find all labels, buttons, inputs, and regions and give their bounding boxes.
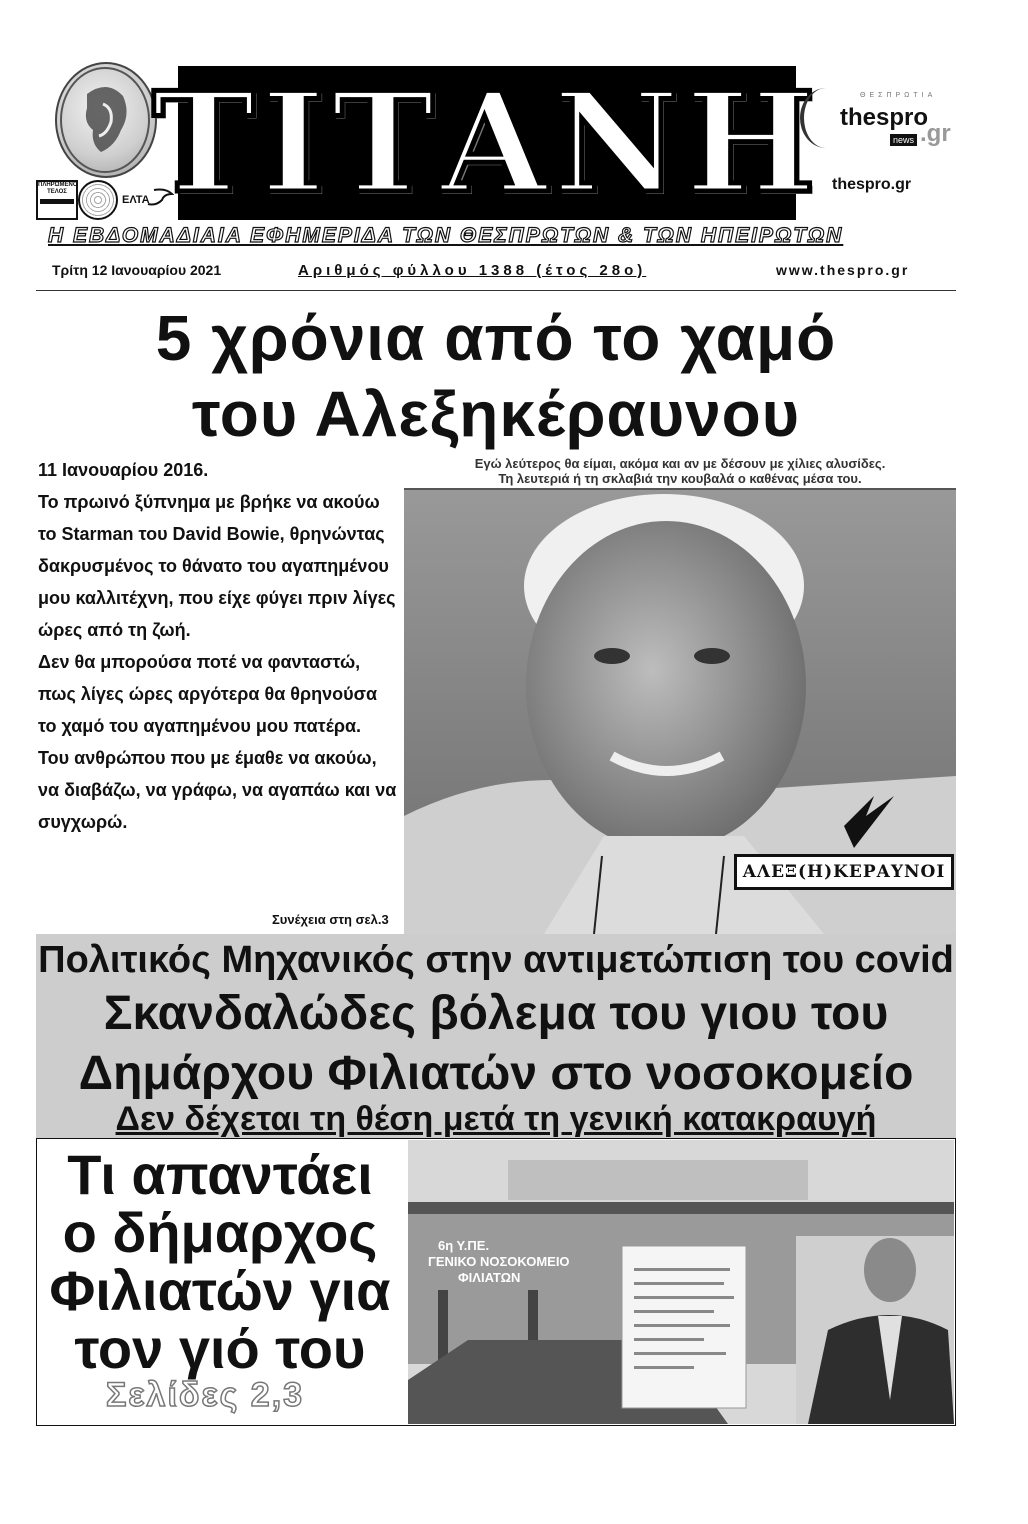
article-paragraph: Δεν θα μπορούσα ποτέ να φανταστώ, πως λίγες ώρες αργότερα θα θρηνούσα το χαμό του αγαπημένου μου πατέρα.: [38, 652, 378, 736]
issue-number: Αριθμός φύλλου 1388 (έτος 28ο): [298, 262, 647, 279]
partner-link[interactable]: thespro.gr: [832, 176, 912, 193]
tagline: Η ΕΒΔΟΜΑΔΙΑΙΑ ΕΦΗΜΕΡΙΔΑ ΤΩΝ ΘΕΣΠΡΩΤΩΝ & ΤΩΝ ΗΠΕΙΡΩΤΩΝ: [48, 224, 844, 247]
photo-quote: Εγώ λεύτερος θα είμαι, ακόμα και αν με δέσουν με χίλιες αλυσίδες. Τη λευτεριά ή τη σκλαβιά την κουβαλά ο καθένας μέσα του.: [404, 456, 956, 490]
lead-headline-line1: 5 χρόνια από το χαμό: [155, 302, 837, 374]
elta-logo: ΕΛΤΑ: [118, 186, 174, 216]
second-kicker: Πολιτικός Μηχανικός στην αντιμετώπιση του covid: [38, 939, 954, 981]
second-subhead: Δεν δέχεται τη θέση μετά τη γενική κατακραυγή: [115, 1100, 877, 1138]
coin-emblem: [55, 62, 157, 178]
article-paragraph: Το πρωινό ξύπνημα με βρήκε να ακούω το Starman του David Bowie, θρηνώντας δακρυσμένος το θάνατο του αγαπημένου μου καλλιτέχνη, που είχε φύγει πριν λίγες ώρες από τη ζωή.: [38, 492, 396, 640]
issue-date: Τρίτη 12 Ιανουαρίου 2021: [52, 262, 222, 278]
thespro-logo[interactable]: ΘΕΣΠΡΩΤΙΑ thespro .gr news: [800, 82, 952, 164]
hospital-sign-line3: ΦΙΛΙΑΤΩΝ: [458, 1270, 521, 1285]
lead-headline-line2: του Αλεξηκέραυνου: [192, 378, 800, 450]
newspaper-title: ΤΙΤΑΝΗ: [152, 61, 822, 224]
alexikeravnoi-label: ΑΛΕΞ(Η)ΚΕΡΑΥΝΟΙ: [734, 854, 954, 890]
hospital-image: [408, 1140, 954, 1424]
hospital-sign-line1: 6η Υ.ΠΕ.: [438, 1238, 490, 1253]
continued-link[interactable]: Συνέχεια στη σελ.3: [272, 912, 389, 927]
postmark-stamp: [78, 180, 118, 220]
portrait-photo: [404, 456, 956, 934]
second-headline-line1: Σκανδαλώδες βόλεμα του γιου του: [103, 987, 889, 1040]
lead-headline: [36, 300, 956, 452]
masthead-divider: [36, 290, 956, 291]
lead-article: [38, 454, 400, 838]
pages-reference[interactable]: Σελίδες 2,3: [106, 1376, 305, 1414]
hospital-photo: [408, 1140, 954, 1424]
website-link[interactable]: www.thespro.gr: [776, 262, 910, 278]
hospital-sign-line2: ΓΕΝΙΚΟ ΝΟΣΟΚΟΜΕΙΟ: [428, 1254, 570, 1269]
article-paragraph: Του ανθρώπου που με έμαθε να ακούω, να διαβάζω, να γράφω, να αγαπάω και να συγχωρώ.: [38, 748, 397, 832]
second-headline-line2: Δημάρχου Φιλιατών στο νοσοκομείο: [78, 1047, 914, 1100]
second-story: [36, 934, 956, 1138]
newspaper-logo: [152, 61, 822, 224]
third-headline: Τι απαντάει ο δήμαρχος Φιλιατών για τον γιό του: [49, 1143, 391, 1380]
postage-paid-box: ΠΛΗΡΩΜΕΝΟ ΤΕΛΟΣ: [36, 180, 78, 220]
article-paragraph: 11 Ιανουαρίου 2016.: [38, 460, 209, 480]
